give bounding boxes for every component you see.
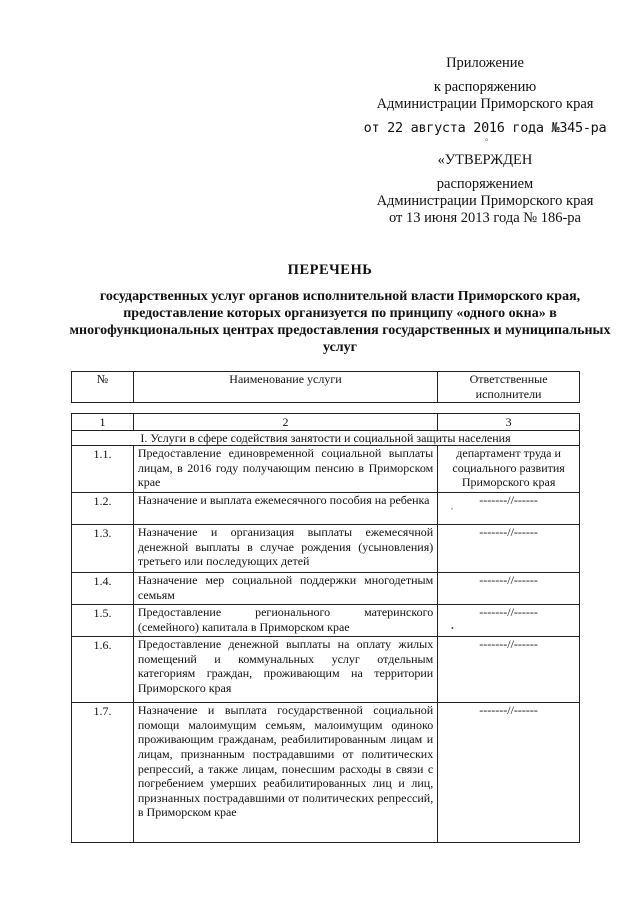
header-col-number: № <box>72 372 134 403</box>
approval-line-3: Администрации Приморского края <box>376 96 594 112</box>
approval-line-6: распоряжением <box>436 176 534 192</box>
header-col-service: Наименование услуги <box>133 372 437 403</box>
col-number-2: 2 <box>133 414 437 431</box>
row-number: 1.7. <box>72 703 134 843</box>
responsible-executor: -------//------ <box>438 605 580 637</box>
responsible-executor: -------//------ <box>438 703 580 843</box>
page-title: ПЕРЕЧЕНЬ <box>287 262 373 278</box>
section-title: I. Услуги в сфере содействия занятости и социальной защиты населения <box>72 430 580 446</box>
section-row <box>72 430 580 446</box>
service-name: Предоставление единовременной социальной выплаты лицам, в 2016 году получающим пенсию в Приморском крае <box>133 446 437 493</box>
responsible-executor: департамент труда и социального развития Приморского края <box>438 446 580 493</box>
approval-date-stamp: от 22 августа 2016 года №345-ра <box>363 120 607 136</box>
table-row <box>72 446 580 493</box>
table-row <box>72 525 580 573</box>
approval-line-8: от 13 июня 2013 года № 186-ра <box>389 210 581 226</box>
row-number: 1.6. <box>72 637 134 703</box>
approval-line-5: «УТВЕРЖДЕН <box>437 152 533 168</box>
service-name: Назначение и выплата ежемесячного пособия на ребенка <box>133 493 437 525</box>
page-subtitle: государственных услуг органов исполнительной власти Приморского края, предоставление которых организуется по принципу «одного окна» в многофункциональных центрах предоставления государственных и муниципальных услуг <box>69 289 611 355</box>
service-name: Предоставление денежной выплаты на оплату жилых помещений и коммунальных услуг отдельным категориям граждан, проживающим на территории Приморского края <box>133 637 437 703</box>
service-name: Назначение и организация выплаты ежемесячной денежной выплаты в случае рождения (усыновления) третьего или последующих детей <box>133 525 437 573</box>
row-number: 1.4. <box>72 573 134 605</box>
table-row <box>72 637 580 703</box>
approval-line-2: к распоряжению <box>433 79 537 95</box>
header-col-responsible: Ответственные исполнители <box>438 372 580 403</box>
scan-speck: , <box>451 502 453 511</box>
table-row <box>72 703 580 843</box>
responsible-executor: -------//------ <box>438 573 580 605</box>
table-row <box>72 573 580 605</box>
service-name: Предоставление регионального материнского (семейного) капитала в Приморском крае <box>133 605 437 637</box>
scan-speck: • <box>451 624 454 633</box>
row-number: 1.3. <box>72 525 134 573</box>
approval-line-1: Приложение <box>446 55 524 71</box>
table-row <box>72 493 580 525</box>
responsible-executor: -------//------ <box>438 493 580 525</box>
scan-speck: ° <box>485 137 489 146</box>
col-number-3: 3 <box>438 414 580 431</box>
row-number: 1.2. <box>72 493 134 525</box>
header-table <box>71 371 580 403</box>
responsible-executor: -------//------ <box>438 637 580 703</box>
responsible-executor: -------//------ <box>438 525 580 573</box>
approval-line-7: Администрации Приморского края <box>376 193 594 209</box>
services-table <box>71 413 580 843</box>
col-number-1: 1 <box>72 414 134 431</box>
service-name: Назначение и выплата государственной социальной помощи малоимущим семьям, малоимущим одиноко проживающим гражданам, реабилитированным лицам и лицам, признанным пострадавшими от политических репрессий, а также лицам, понесшим расходы в связи с погребением умерших реабилитированных лиц и лиц, признанных пострадавшими от политических репрессий, в Приморском крае <box>133 703 437 843</box>
service-name: Назначение мер социальной поддержки многодетным семьям <box>133 573 437 605</box>
column-number-row <box>72 414 580 431</box>
row-number: 1.1. <box>72 446 134 493</box>
table-row <box>72 605 580 637</box>
row-number: 1.5. <box>72 605 134 637</box>
